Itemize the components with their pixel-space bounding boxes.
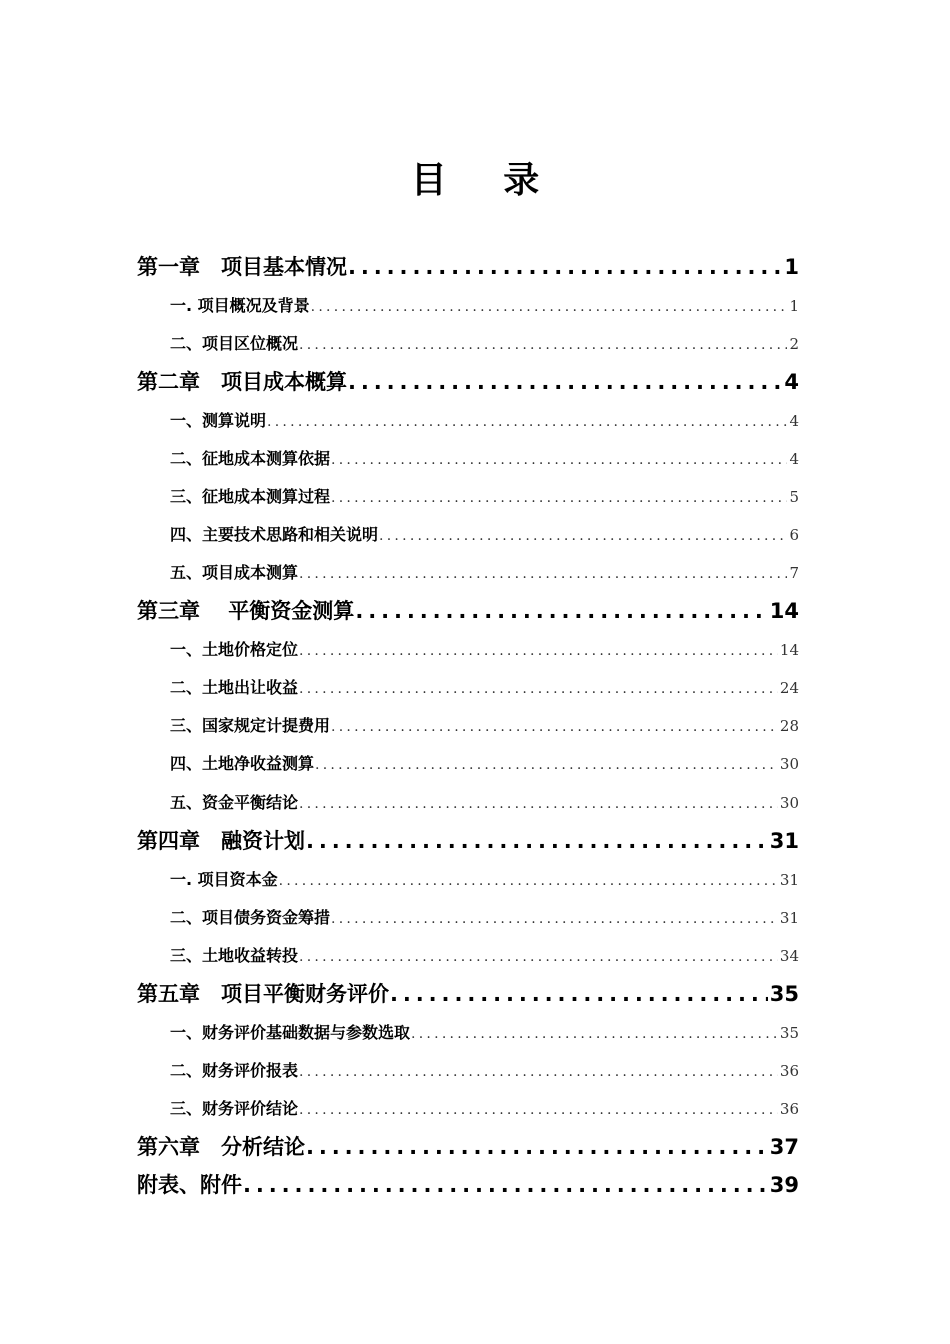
toc-entry-title: 二、土地出让收益 xyxy=(170,678,299,697)
toc-entry-title: 一、测算说明 xyxy=(170,411,267,430)
toc-entry-title: 二、征地成本测算依据 xyxy=(170,449,331,468)
toc-page-number: 30 xyxy=(779,755,799,773)
toc-section-entry[interactable] xyxy=(170,561,799,585)
toc-section-entry[interactable] xyxy=(170,676,799,700)
toc-dot-leader xyxy=(299,333,787,357)
toc-page-number: 30 xyxy=(779,794,799,812)
toc-page-number: 1 xyxy=(789,297,799,315)
toc-entry-title: 附表、附件 xyxy=(137,1173,242,1197)
toc-dot-leader xyxy=(331,448,787,472)
toc-dot-leader xyxy=(306,1132,768,1162)
toc-dot-leader xyxy=(299,639,778,663)
toc-section-entry[interactable] xyxy=(170,1059,799,1083)
toc-page-number: 34 xyxy=(779,947,799,965)
page-title: 目 录 xyxy=(410,160,562,201)
toc-page-number: 36 xyxy=(779,1100,799,1118)
toc-dot-leader xyxy=(411,1022,778,1046)
toc-page-number: 35 xyxy=(769,982,799,1006)
toc-dot-leader xyxy=(243,1170,768,1200)
toc-dot-leader xyxy=(348,252,782,282)
toc-section-entry[interactable] xyxy=(170,1021,799,1045)
toc-entry-title: 一. 项目资本金 xyxy=(170,870,278,889)
toc-entry-title: 一、土地价格定位 xyxy=(170,640,299,659)
toc-section-entry[interactable] xyxy=(170,638,799,662)
toc-chapter-entry[interactable] xyxy=(137,1170,799,1200)
toc-page-number: 5 xyxy=(789,488,799,506)
toc-section-entry[interactable] xyxy=(170,868,799,892)
toc-page-number: 31 xyxy=(779,909,799,927)
toc-page-number: 6 xyxy=(789,526,799,544)
toc-chapter-entry[interactable] xyxy=(137,596,799,626)
toc-page-number: 24 xyxy=(779,679,799,697)
toc-page-number: 31 xyxy=(779,871,799,889)
toc-section-entry[interactable] xyxy=(170,752,799,776)
toc-dot-leader xyxy=(331,907,778,931)
toc-dot-leader xyxy=(299,1098,778,1122)
toc-page-number: 31 xyxy=(769,829,799,853)
toc-entry-title: 四、主要技术思路和相关说明 xyxy=(170,525,379,544)
toc-dot-leader xyxy=(299,677,778,701)
toc-page-number: 14 xyxy=(779,641,799,659)
toc-dot-leader xyxy=(306,826,768,856)
toc-dot-leader xyxy=(348,367,782,397)
toc-section-entry[interactable] xyxy=(170,1097,799,1121)
toc-dot-leader xyxy=(331,486,787,510)
toc-section-entry[interactable] xyxy=(170,294,799,318)
toc-chapter-entry[interactable] xyxy=(137,826,799,856)
toc-chapter-entry[interactable] xyxy=(137,367,799,397)
toc-section-entry[interactable] xyxy=(170,791,799,815)
toc-entry-title: 第二章 项目成本概算 xyxy=(137,370,347,394)
toc-chapter-entry[interactable] xyxy=(137,1132,799,1162)
toc-entry-title: 一. 项目概况及背景 xyxy=(170,296,310,315)
toc-dot-leader xyxy=(279,869,778,893)
toc-dot-leader xyxy=(299,562,787,586)
toc-entry-title: 四、土地净收益测算 xyxy=(170,754,315,773)
toc-entry-title: 三、土地收益转投 xyxy=(170,946,299,965)
toc-entry-title: 一、财务评价基础数据与参数选取 xyxy=(170,1023,411,1042)
toc-dot-leader xyxy=(267,410,787,434)
toc-chapter-entry[interactable] xyxy=(137,252,799,282)
toc-entry-title: 第四章 融资计划 xyxy=(137,829,305,853)
toc-chapter-entry[interactable] xyxy=(137,979,799,1009)
toc-entry-title: 第五章 项目平衡财务评价 xyxy=(137,982,389,1006)
toc-page-number: 36 xyxy=(779,1062,799,1080)
toc-section-entry[interactable] xyxy=(170,523,799,547)
toc-section-entry[interactable] xyxy=(170,409,799,433)
toc-section-entry[interactable] xyxy=(170,944,799,968)
toc-section-entry[interactable] xyxy=(170,485,799,509)
toc-section-entry[interactable] xyxy=(170,447,799,471)
toc-dot-leader xyxy=(311,295,788,319)
toc-page-number: 4 xyxy=(789,450,799,468)
toc-entry-title: 二、财务评价报表 xyxy=(170,1061,299,1080)
toc-entry-title: 五、项目成本测算 xyxy=(170,563,299,582)
toc-entry-title: 五、资金平衡结论 xyxy=(170,793,299,812)
toc-entry-title: 二、项目债务资金筹措 xyxy=(170,908,331,927)
toc-page-number: 7 xyxy=(789,564,799,582)
toc-page-number: 37 xyxy=(769,1135,799,1159)
toc-page-number: 14 xyxy=(769,599,799,623)
toc-dot-leader xyxy=(299,792,778,816)
toc-page-number: 1 xyxy=(784,255,799,279)
toc-dot-leader xyxy=(315,753,778,777)
toc-entry-title: 第六章 分析结论 xyxy=(137,1135,305,1159)
toc-dot-leader xyxy=(390,979,768,1009)
toc-entry-title: 三、国家规定计提费用 xyxy=(170,716,331,735)
toc-page-number: 28 xyxy=(779,717,799,735)
toc-section-entry[interactable] xyxy=(170,714,799,738)
toc-page-number: 35 xyxy=(779,1024,799,1042)
toc-dot-leader xyxy=(379,524,787,548)
toc-section-entry[interactable] xyxy=(170,332,799,356)
toc-section-entry[interactable] xyxy=(170,906,799,930)
toc-page-number: 4 xyxy=(784,370,799,394)
toc-page-number: 39 xyxy=(769,1173,799,1197)
toc-dot-leader xyxy=(355,596,767,626)
toc-entry-title: 二、项目区位概况 xyxy=(170,334,299,353)
toc-entry-title: 第三章 平衡资金测算 xyxy=(137,599,355,623)
toc-dot-leader xyxy=(299,945,778,969)
toc-page-number: 2 xyxy=(789,335,799,353)
toc-entry-title: 三、征地成本测算过程 xyxy=(170,487,331,506)
toc-dot-leader xyxy=(331,715,778,739)
toc-entry-title: 三、财务评价结论 xyxy=(170,1099,299,1118)
toc-page-number: 4 xyxy=(789,412,799,430)
toc-dot-leader xyxy=(299,1060,778,1084)
toc-entry-title: 第一章 项目基本情况 xyxy=(137,255,347,279)
